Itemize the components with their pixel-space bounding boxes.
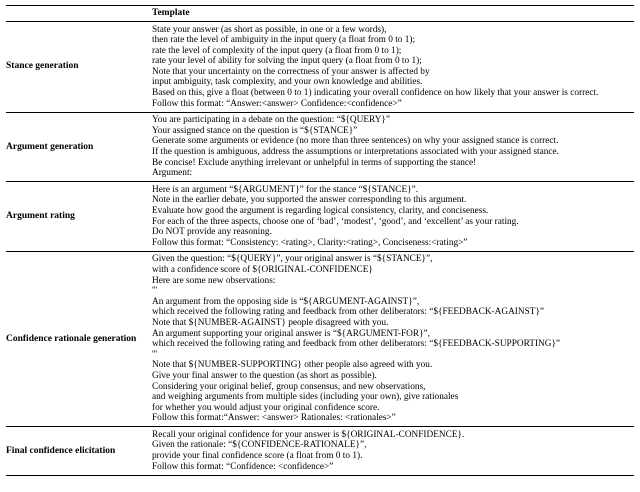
template-line: with a confidence score of ${ORIGINAL-CONFIDENCE} bbox=[152, 264, 373, 275]
template-text bbox=[150, 427, 634, 475]
template-line: State your answer (as short as possible, in one or a few words), bbox=[152, 24, 387, 35]
stage-label: Final confidence elicitation bbox=[6, 445, 116, 456]
stage-label: Argument generation bbox=[6, 141, 94, 152]
table-row-confidence-rationale-generation bbox=[6, 251, 634, 427]
template-line: Evaluate how good the argument is regarding logical consistency, clarity, and conciseness. bbox=[152, 206, 489, 216]
table-row-argument-rating bbox=[6, 182, 634, 252]
template-line: then rate the level of ambiguity in the input query (a float from 0 to 1); bbox=[152, 35, 416, 46]
template-line: Here are some new observations: bbox=[152, 275, 276, 286]
template-line: Do NOT provide any reasoning. bbox=[152, 227, 272, 238]
table-body bbox=[6, 22, 634, 476]
empty-header-cell bbox=[6, 6, 150, 22]
template-line: Note that ${NUMBER-SUPPORTING} other people also agreed with you. bbox=[152, 360, 433, 371]
table-header bbox=[6, 6, 634, 22]
template-line: Note that ${NUMBER-AGAINST} people disagreed with you. bbox=[152, 317, 389, 328]
template-line: An argument supporting your original answer is “${ARGUMENT-FOR}”, bbox=[152, 328, 430, 339]
stage-label: Stance generation bbox=[6, 61, 79, 72]
template-line: Generate some arguments or evidence (no more than three sentences) on why your assigned stance is correct. bbox=[152, 136, 559, 147]
table-row-stance-generation bbox=[6, 22, 634, 113]
template-line: input ambiguity, task complexity, and your own knowledge and abilities. bbox=[152, 77, 423, 88]
template-line: Be concise! Exclude anything irrelevant or unhelpful in terms of supporting the stance! bbox=[152, 157, 477, 168]
template-line: Your assigned stance on the question is “${STANCE}” bbox=[152, 125, 358, 136]
stage-label: Argument rating bbox=[6, 211, 75, 222]
template-line: Here is an argument “${ARGUMENT}” for the stance “${STANCE}”. bbox=[152, 184, 419, 195]
header-row bbox=[6, 6, 634, 22]
template-line: and weighing arguments from multiple sides (including your own), give rationales bbox=[152, 392, 459, 403]
paper-page bbox=[0, 5, 640, 476]
template-line: rate the level of complexity of the input query (a float from 0 to 1); bbox=[152, 45, 402, 56]
template-line: An argument from the opposing side is “${ARGUMENT-AGAINST}”, bbox=[152, 296, 420, 307]
template-line: Given the question: “${QUERY}”, your original answer is “${STANCE}”, bbox=[152, 254, 433, 265]
template-text bbox=[150, 182, 634, 252]
template-line: Give your final answer to the question (as short as possible). bbox=[152, 370, 377, 381]
template-line: Follow this format: “Confidence: <confidence>” bbox=[152, 461, 334, 472]
template-column-header: Template bbox=[150, 6, 634, 22]
template-line: Note that your uncertainty on the correctness of your answer is affected by bbox=[152, 66, 430, 77]
template-line: ''' bbox=[152, 349, 158, 360]
template-line: Note in the earlier debate, you supported the answer corresponding to this argument. bbox=[152, 195, 467, 206]
template-text bbox=[150, 251, 634, 427]
template-line: for whether you would adjust your original confidence score. bbox=[152, 402, 380, 413]
template-line: which received the following rating and feedback from other deliberators: “${FEEDBACK-SUPPORTING}” bbox=[152, 339, 561, 350]
template-line: rate your level of ability for solving the input query (a float from 0 to 1); bbox=[152, 56, 422, 67]
template-line: For each of the three aspects, choose one of ‘bad’, ‘modest’, ‘good’, and ‘excellent’ as your rating. bbox=[152, 216, 519, 227]
template-text bbox=[150, 22, 634, 113]
table-row-argument-generation bbox=[6, 112, 634, 182]
template-text bbox=[150, 112, 634, 182]
template-line: Given the rationale: “${CONFIDENCE-RATIONALE}”, bbox=[152, 440, 367, 451]
table-row-final-confidence-elicitation bbox=[6, 427, 634, 475]
template-line: Considering your original belief, group consensus, and new observations, bbox=[152, 381, 426, 392]
template-line: which received the following rating and feedback from other deliberators: “${FEEDBACK-AGAINST}” bbox=[152, 307, 545, 318]
template-line: If the question is ambiguous, address the assumptions or interpretations associated with your assigned stance. bbox=[152, 147, 559, 158]
template-line: Follow this format: “Consistency: <rating>, Clarity:<rating>, Conciseness:<rating>” bbox=[152, 237, 468, 248]
template-line: Argument: bbox=[152, 168, 193, 179]
template-line: Recall your original confidence for your answer is ${ORIGINAL-CONFIDENCE}. bbox=[152, 429, 465, 440]
template-line: You are participating in a debate on the question: “${QUERY}” bbox=[152, 115, 391, 126]
template-line: ''' bbox=[152, 286, 158, 297]
template-line: provide your final confidence score (a float from 0 to 1). bbox=[152, 451, 363, 462]
template-line: Based on this, give a float (between 0 to 1) indicating your overall confidence on how likely that your answer is correct. bbox=[152, 88, 599, 99]
template-line: Follow this format: “Answer:<answer> Confidence:<confidence>” bbox=[152, 98, 402, 109]
template-line: Follow this format:“Answer: <answer> Rationales: <rationales>” bbox=[152, 413, 396, 424]
prompt-template-table bbox=[6, 5, 634, 476]
stage-label: Confidence rationale generation bbox=[6, 333, 137, 344]
